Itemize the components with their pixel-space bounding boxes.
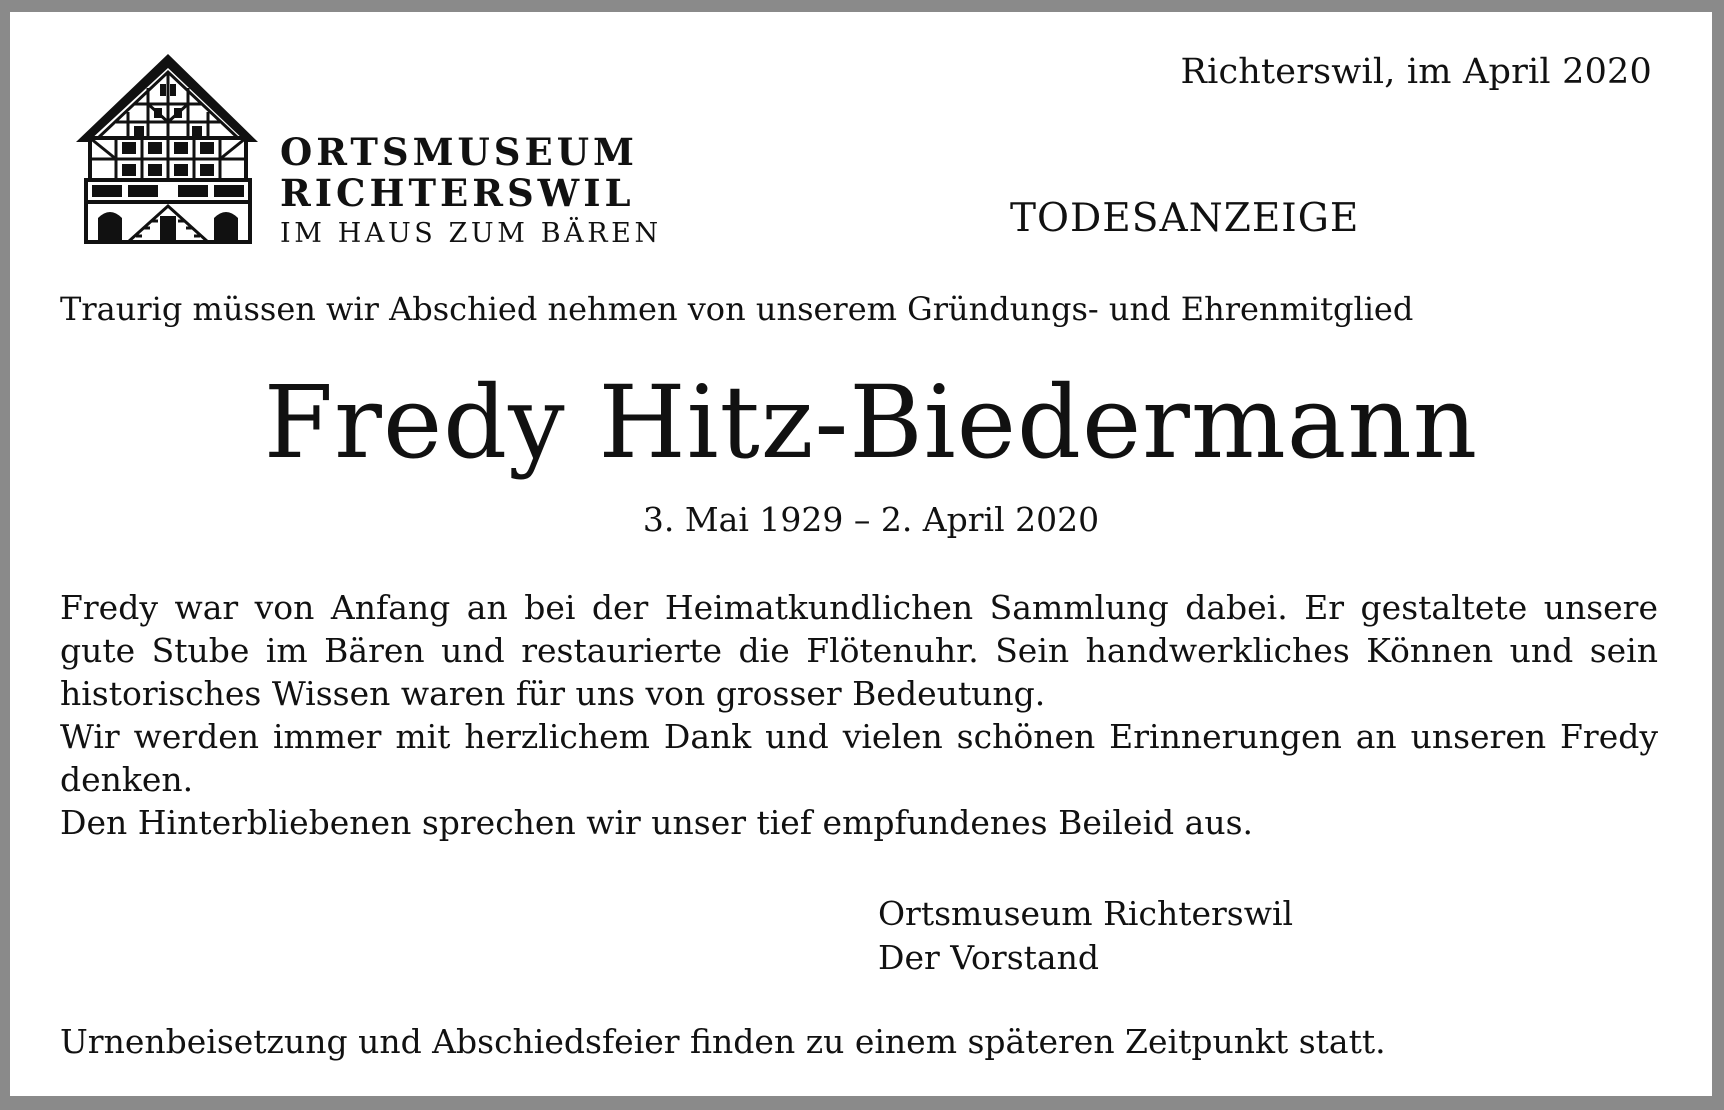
signature-block — [878, 892, 1293, 980]
signature-role: Der Vorstand — [878, 938, 1099, 977]
paragraph: Fredy war von Anfang an bei der Heimatkundlichen Sammlung dabei. Er gestaltete unsere gute Stube im Bären und restaurierte die Flötenuhr. Sein handwerkliches Können und sein historisches Wissen waren für uns von grosser Bedeutung. — [60, 588, 1658, 713]
place-date: Richterswil, im April 2020 — [1180, 52, 1652, 92]
life-dates: 3. Mai 1929 – 2. April 2020 — [642, 500, 1100, 539]
half-timbered-house-icon — [68, 46, 268, 246]
logo-line-museum: ORTSMUSEUM — [280, 130, 638, 174]
notice-body — [60, 586, 1658, 844]
signature-org: Ortsmuseum Richterswil — [878, 894, 1294, 933]
paragraph: Wir werden immer mit herzlichem Dank und vielen schönen Erinnerungen an unseren Fredy denken. — [60, 717, 1658, 799]
logo-line-house: IM HAUS ZUM BÄREN — [280, 218, 662, 249]
museum-logo — [68, 46, 688, 249]
paragraph: Den Hinterbliebenen sprechen wir unser tief empfundenes Beileid aus. — [60, 803, 1254, 842]
logo-wordmark — [280, 130, 662, 249]
logo-line-town: RICHTERSWIL — [280, 171, 635, 215]
deceased-name: Fredy Hitz-Biedermann — [263, 364, 1479, 481]
intro-line: Traurig müssen wir Abschied nehmen von unserem Gründungs- und Ehrenmitglied — [60, 290, 1414, 328]
footer-note: Urnenbeisetzung und Abschiedsfeier finden zu einem späteren Zeitpunkt statt. — [60, 1022, 1386, 1061]
obituary-page — [10, 12, 1712, 1096]
notice-heading: TODESANZEIGE — [1010, 196, 1360, 241]
